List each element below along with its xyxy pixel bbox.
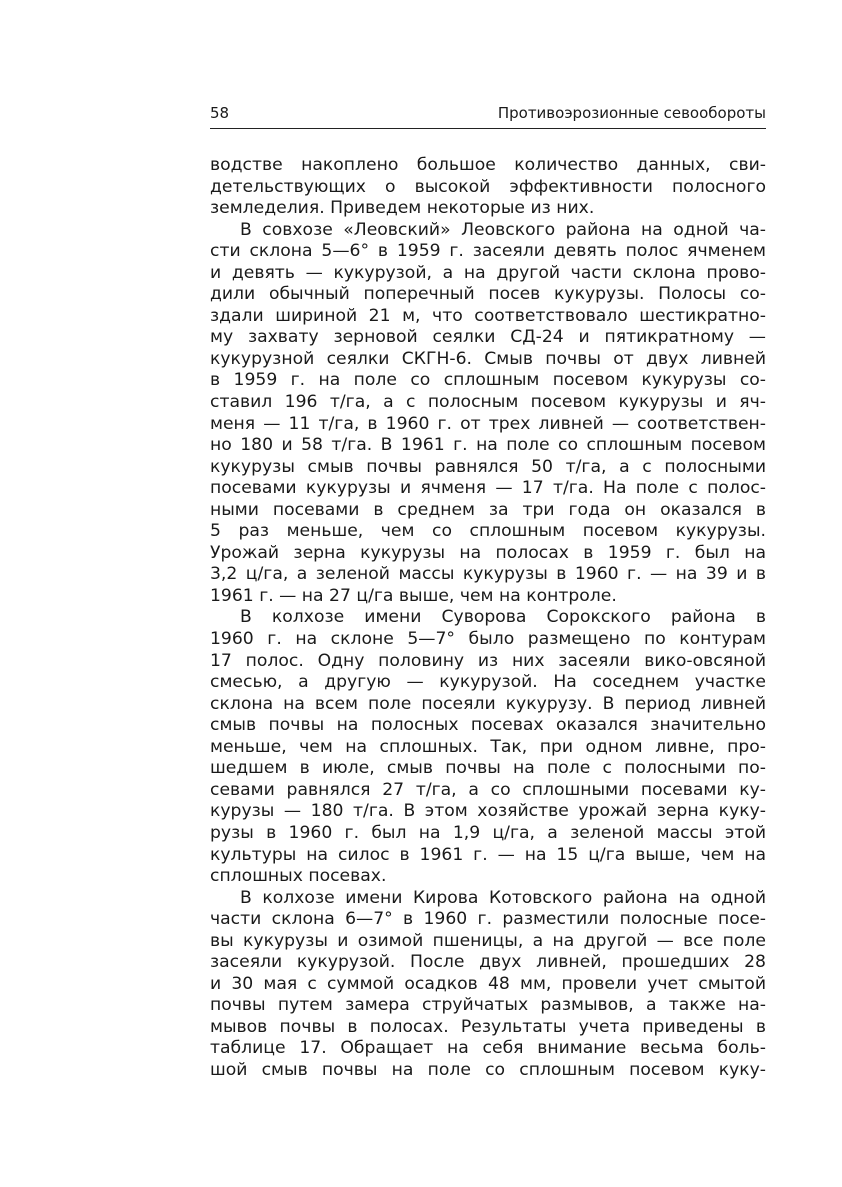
text-line: таблице 17. Обращает на себя внимание весьма боль- [210, 1038, 766, 1059]
text-line: кукурузной сеялки СКГН-6. Смыв почвы от двух ливней [210, 348, 766, 369]
text-line: смыв почвы на полосных посевах оказался значительно [210, 715, 766, 736]
page-header [210, 104, 766, 129]
text-line: дили обычный поперечный посев кукурузы. Полосы со- [210, 284, 766, 305]
text-line: В совхозе «Леовский» Леовского района на одной ча- [240, 219, 766, 240]
text-line: шой смыв почвы на поле со сплошным посевом куку- [210, 1059, 766, 1080]
text-line: 3,2 ц/га, а зеленой массы кукурузы в 1960 г. — на 39 и в [210, 564, 766, 585]
text-line: части склона 6—7° в 1960 г. разместили полосные посе- [210, 909, 766, 930]
running-title: Противоэрозионные севообороты [497, 104, 766, 122]
text-line: культуры на силос в 1961 г. — на 15 ц/га выше, чем на [210, 844, 766, 865]
text-line: и девять — кукурузой, а на другой части склона прово- [210, 262, 766, 283]
text-line: 17 полос. Одну половину из них засеяли вико-овсяной [210, 650, 766, 671]
page-number: 58 [210, 104, 230, 122]
text-line: водстве накоплено большое количество данных, сви- [210, 155, 766, 175]
text-line: меньше, чем на сплошных. Так, при одном ливне, про- [210, 736, 766, 757]
text-line: ставил 196 т/га, а с полосным посевом кукурузы и яч- [210, 392, 766, 413]
text-line: посевами кукурузы и ячменя — 17 т/га. На поле с полос- [210, 478, 766, 499]
text-line: вы кукурузы и озимой пшеницы, а на другой — все поле [210, 930, 766, 951]
text-line: земледелия. Приведем некоторые из них. [210, 198, 595, 219]
text-line: му захвату зерновой сеялки СД-24 и пятикратному — [210, 327, 766, 348]
body-text [210, 155, 766, 1082]
text-line: Урожай зерна кукурузы на полосах в 1959 г. был на [210, 542, 766, 563]
text-line: севами равнялся 27 т/га, а со сплошными посевами ку- [210, 779, 766, 800]
text-line: В колхозе имени Кирова Котовского района на одной [240, 887, 766, 908]
text-line: и 30 мая с суммой осадков 48 мм, провели учет смытой [210, 973, 766, 994]
text-line: шедшем в июле, смыв почвы на поле с полосными по- [210, 758, 766, 779]
text-line: почвы путем замера струйчатых размывов, а также на- [210, 995, 766, 1016]
text-line: в 1959 г. на поле со сплошным посевом кукурузы со- [210, 370, 766, 391]
text-line: смесью, а другую — кукурузой. На соседнем участке [210, 672, 766, 693]
text-line: рузы в 1960 г. был на 1,9 ц/га, а зеленой массы этой [210, 822, 766, 843]
text-line: детельствующих о высокой эффективности полосного [210, 176, 766, 197]
text-line: здали шириной 21 м, что соответствовало шестикратно- [210, 305, 766, 326]
text-line: кукурузы смыв почвы равнялся 50 т/га, а с полосными [210, 456, 766, 477]
text-line: меня — 11 т/га, в 1960 г. от трех ливней — соответствен- [210, 413, 766, 434]
text-line: 1961 г. — на 27 ц/га выше, чем на контроле. [210, 585, 617, 606]
text-line: склона на всем поле посеяли кукурузу. В период ливней [210, 693, 766, 714]
text-line: 5 раз меньше, чем со сплошным посевом кукурузы. [210, 521, 766, 542]
book-page [210, 104, 766, 1082]
text-line: 1960 г. на склоне 5—7° было размещено по контурам [210, 629, 766, 650]
text-line: мывов почвы в полосах. Результаты учета приведены в [210, 1016, 766, 1037]
text-line: сти склона 5—6° в 1959 г. засеяли девять полос ячменем [210, 241, 766, 262]
text-line: но 180 и 58 т/га. В 1961 г. на поле со сплошным посевом [210, 435, 766, 456]
text-line: засеяли кукурузой. После двух ливней, прошедших 28 [210, 952, 766, 973]
text-line: курузы — 180 т/га. В этом хозяйстве урожай зерна куку- [210, 801, 766, 822]
text-line: В колхозе имени Суворова Сорокского района в [240, 607, 766, 628]
text-line: ными посевами в среднем за три года он оказался в [210, 499, 766, 520]
text-line: сплошных посевах. [210, 866, 387, 887]
